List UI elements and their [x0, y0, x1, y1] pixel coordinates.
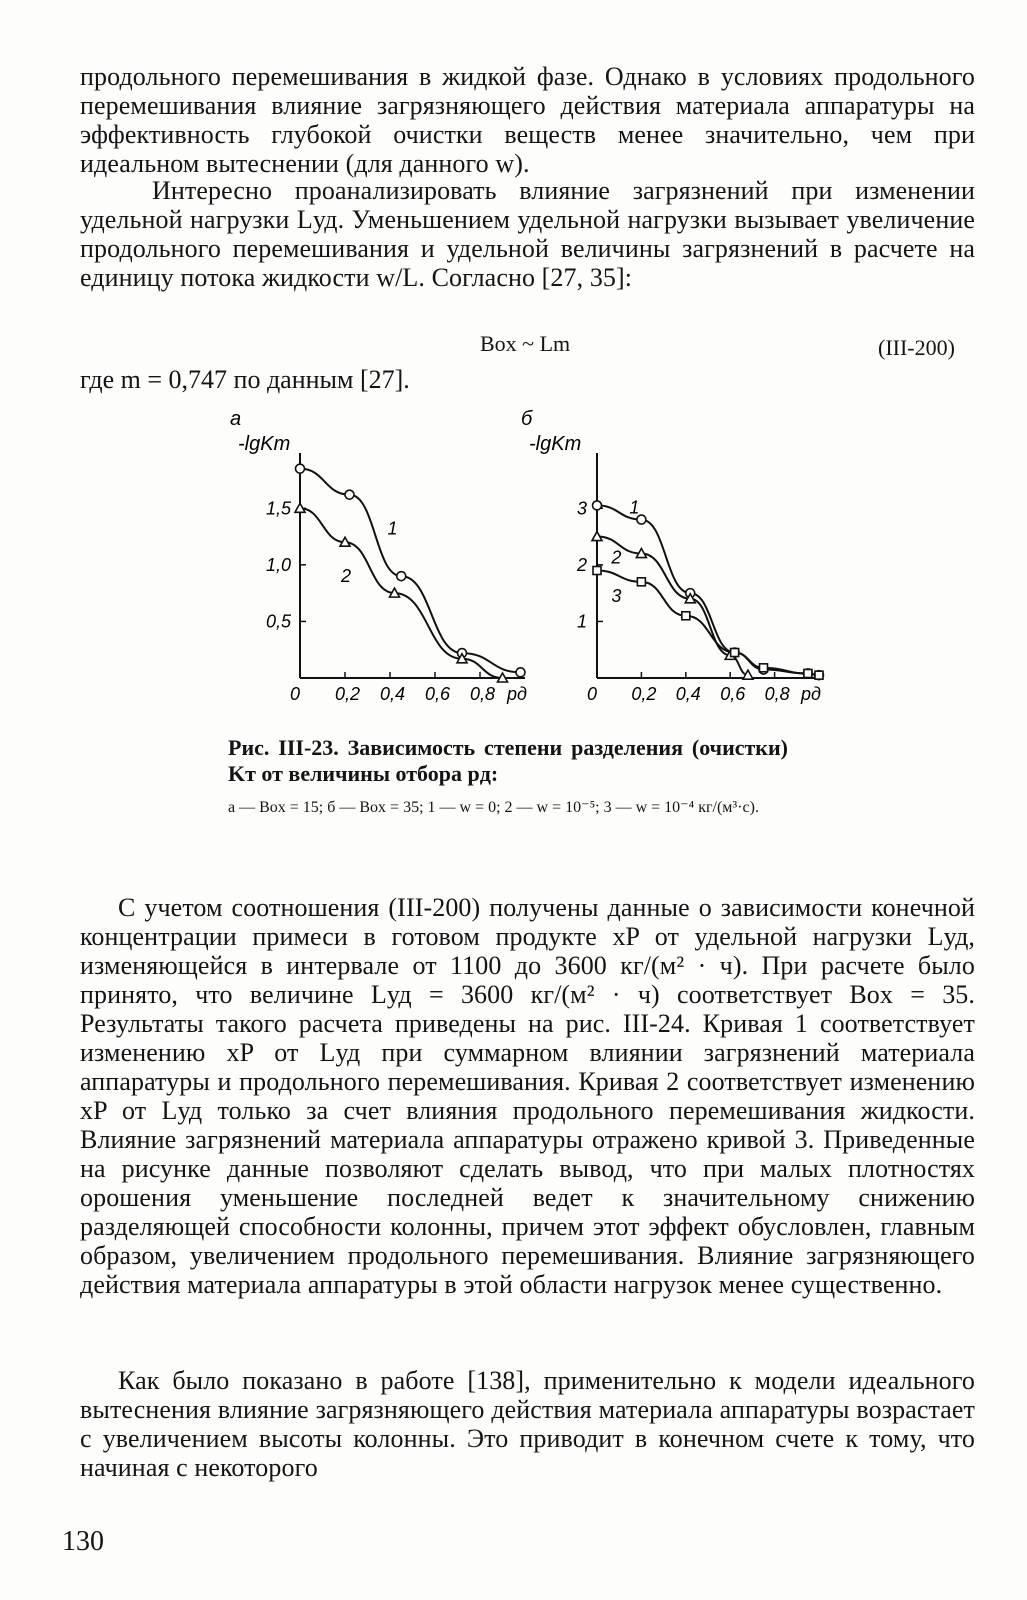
paragraph-1: продольного перемешивания в жидкой фазе. Однако в условиях продольного перемешивания влияние загрязняющего действия материала аппаратуры на эффективность глубокой очистки веществ менее значительно, чем при идеальном вытеснении (для данного w).	[80, 62, 975, 178]
x-tick-label-0-1: 0,2	[335, 684, 361, 704]
data-point-0-1-1	[345, 490, 354, 499]
data-point-1-3-0	[593, 567, 601, 575]
x-tick-label-1-3: 0,6	[720, 684, 746, 704]
equation: Boх ~ Lm	[480, 331, 571, 356]
equation-number: (III-200)	[878, 335, 955, 360]
data-point-1-3-3	[731, 649, 739, 657]
y-axis-label-1: -lgKт	[529, 433, 582, 455]
y-tick-label-1-1: 2	[577, 554, 588, 575]
series-label-1-1: 1	[629, 497, 640, 518]
series-line-0-2	[300, 508, 503, 678]
panel-label-1: б	[521, 408, 533, 430]
y-tick-label-0-2: 1,5	[266, 498, 292, 519]
x-tick-label-0-3: 0,6	[425, 684, 451, 704]
paragraph-4: Как было показано в работе [138], применительно к модели идеального вытеснения влияние загрязняющего действия материала аппаратуры возрастает с увеличением высоты колонны. Это приводит в конечном счете к тому, что начиная с некоторого	[80, 1366, 975, 1482]
x-tick-label-0-0: 0	[290, 684, 301, 704]
data-point-1-3-6	[815, 671, 823, 679]
panel-label-0: а	[230, 408, 242, 430]
caption-text: Рис. III-23. Зависимость степени разделения (очистки) Kт от величины отбора pд:	[228, 735, 788, 786]
series-label-1-2: 2	[611, 547, 622, 568]
y-tick-label-1-0: 1	[577, 611, 588, 632]
series-label-1-3: 3	[611, 585, 622, 606]
y-tick-label-0-0: 0,5	[266, 611, 292, 632]
x-tick-label-1-0: 0	[587, 684, 598, 704]
x-tick-label-0-2: 0,4	[380, 684, 406, 704]
y-tick-label-1-2: 3	[577, 498, 588, 519]
data-point-1-1-0	[593, 501, 602, 510]
data-point-0-1-2	[397, 572, 406, 581]
series-label-0-2: 2	[341, 566, 352, 587]
data-point-1-3-1	[637, 578, 645, 586]
figure-legend: а — Boх = 15; б — Boх = 35; 1 — w = 0; 2 — w = 10⁻⁵; 3 — w = 10⁻⁴ кг/(м³·с).	[228, 799, 759, 816]
x-tick-label-0-4: 0,8	[470, 684, 496, 704]
data-point-0-1-4	[516, 668, 525, 677]
y-axis-label-0: -lgKт	[238, 433, 291, 455]
data-point-1-3-5	[804, 669, 812, 677]
x-tick-label-1-4: 0,8	[764, 684, 790, 704]
page-number: 130	[62, 1526, 104, 1557]
x-tick-label-1-1: 0,2	[631, 684, 657, 704]
paragraph-3: С учетом соотношения (III-200) получены данные о зависимости конечной концентрации примеси в готовом продукте xP от удельной нагрузки Lуд, изменяющейся в интервале от 1100 до 3600 кг/(м² · ч). При расчете было принято, что величине Lуд = 3600 кг/(м² · ч) соответствует Boх = 35. Результаты такого расчета приведены на рис. III-24. Кривая 1 соответствует изменению xP от Lуд при суммарном влиянии загрязнений материала аппаратуры и продольного перемешивания. Кривая 2 соответствует изменению xP от Lуд только за счет влияния продольного перемешивания жидкости. Влияние загрязнений материала аппаратуры отражено кривой 3. Приведенные на рисунке данные позволяют сделать вывод, что при малых плотностях орошения уменьшение последней ведет к значительному снижению разделяющей способности колонны, причем этот эффект обусловлен, главным образом, увеличением продольного перемешивания. Влияние загрязняющего действия материала аппаратуры в этой области нагрузок менее существенно.	[80, 893, 975, 1299]
figure-caption	[228, 735, 788, 787]
x-axis-label-1: pд	[801, 684, 821, 704]
y-tick-label-0-1: 1,0	[266, 554, 292, 575]
data-point-1-3-4	[760, 664, 768, 672]
data-point-0-1-0	[296, 464, 305, 473]
series-label-0-1: 1	[387, 518, 398, 539]
series-line-0-1	[300, 469, 521, 673]
where-line: где m = 0,747 по данным [27].	[80, 365, 410, 394]
data-point-1-3-2	[682, 612, 690, 620]
x-tick-label-1-2: 0,4	[675, 684, 701, 704]
figure-iii-23	[0, 395, 1027, 725]
paragraph-2: Интересно проанализировать влияние загрязнений при изменении удельной нагрузки Lуд. Уменьшением удельной нагрузки вызывает увеличение продольного перемешивания и удельной величины загрязнений в расчете на единицу потока жидкости w/L. Согласно [27, 35]:	[80, 176, 975, 292]
series-line-1-1	[597, 505, 819, 675]
x-axis-label-0: pд	[507, 684, 527, 704]
